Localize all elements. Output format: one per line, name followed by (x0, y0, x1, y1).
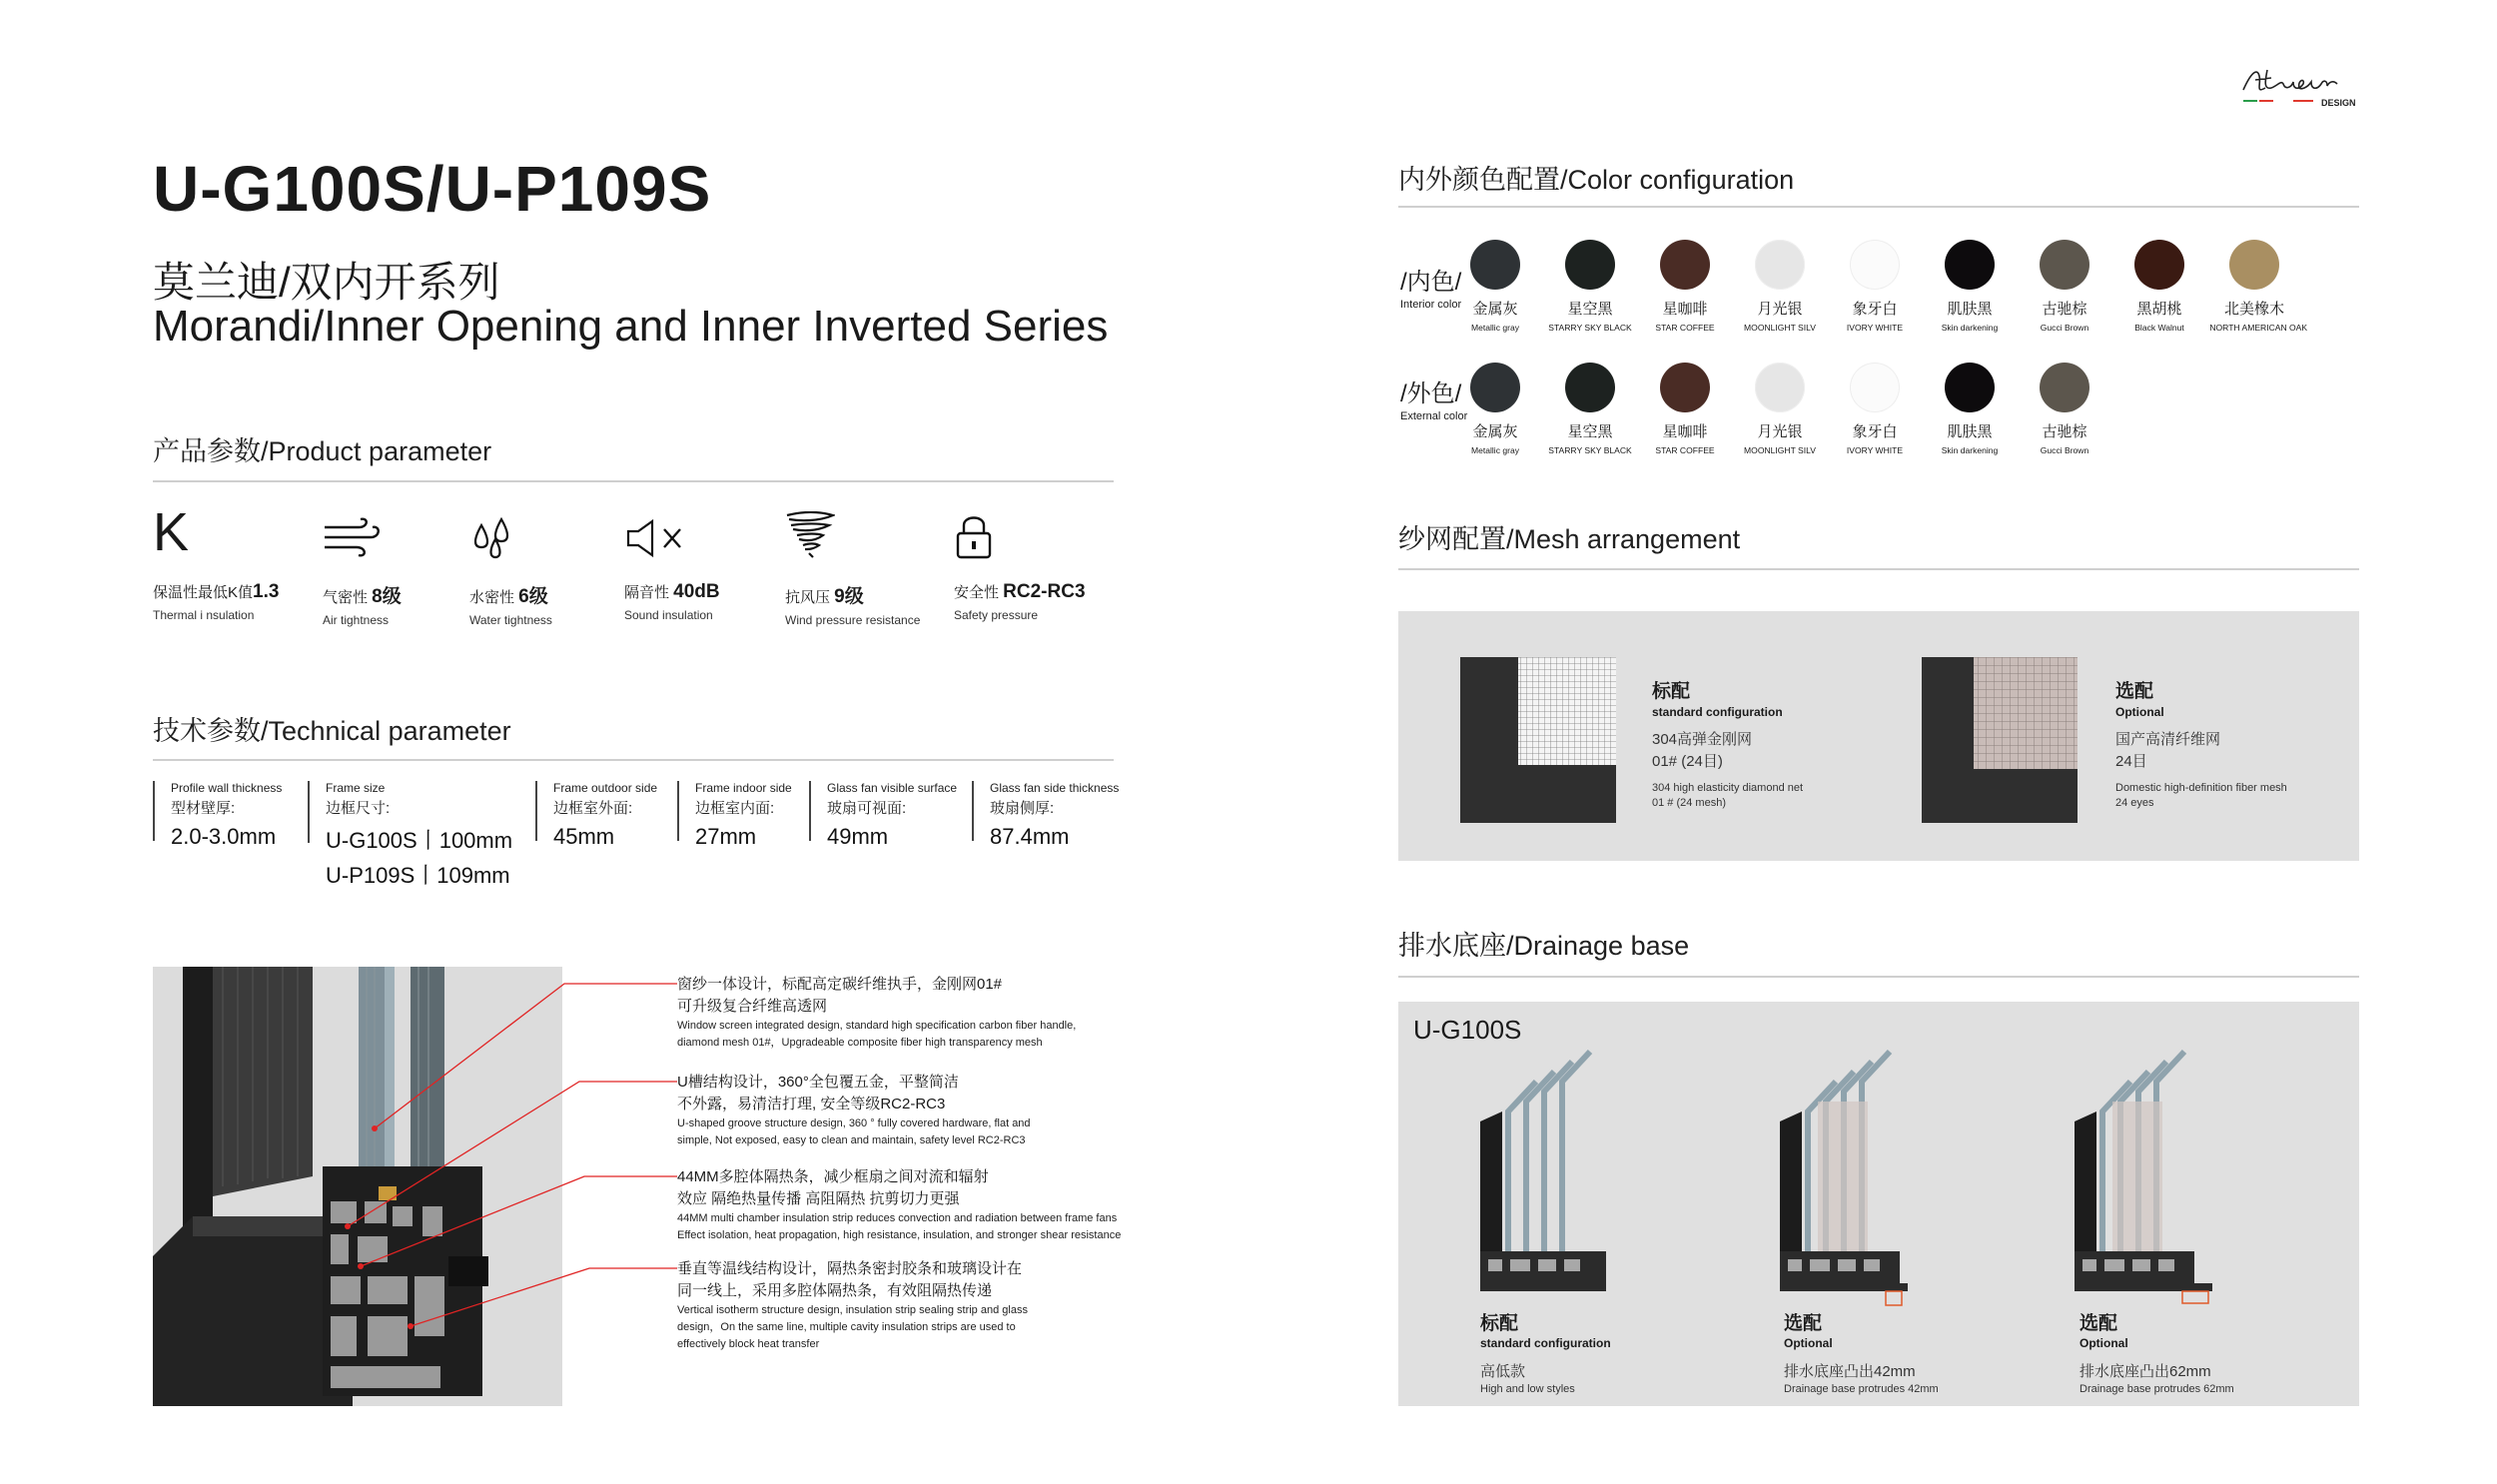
color-name-zh: 金属灰 (1472, 423, 1518, 440)
color-name-en: Metallic gray (1470, 323, 1519, 333)
color-name-en: STARRY SKY BLACK (1548, 445, 1632, 455)
tech-glass-thickness: Glass fan side thickness 玻扇侧厚: 87.4mm (972, 781, 1119, 841)
series-title-en: Morandi/Inner Opening and Inner Inverted Series (153, 302, 1109, 351)
interior-color-label: /内色/ Interior color (1400, 269, 1462, 311)
color-name-en: MOONLIGHT SILV (1744, 323, 1816, 333)
color-name-en: IVORY WHITE (1846, 323, 1904, 333)
color-dot (1470, 240, 1520, 290)
color-name-zh: 肌肤黑 (1947, 301, 1993, 318)
color-name-zh: 肌肤黑 (1947, 423, 1993, 440)
color-name-zh: 北美橡木 (2223, 301, 2284, 318)
exterior-color-label: /外色/ External color (1400, 380, 1468, 422)
drainage-profile-standard (1478, 1022, 1618, 1301)
color-name-zh: 星空黑 (1567, 423, 1613, 440)
color-name-en: Metallic gray (1470, 445, 1519, 455)
color-swatch (1638, 240, 1732, 333)
color-swatch (1828, 240, 1922, 333)
param-water: 水密性 6级 Water tightness (469, 504, 629, 627)
callout-u-groove: U槽结构设计，360°全包覆五金，平整简洁 不外露，易清洁打理, 安全等级RC2-RC3 U-shaped groove structure design, 360 ° fully covered hardware, flat and simple, Not exposed, easy to clean and maintain, safety level RC2-RC3 (677, 1074, 1031, 1146)
color-name-zh: 古驰棕 (2042, 301, 2087, 318)
color-name-zh: 象牙白 (1852, 301, 1898, 318)
color-name-zh: 月光银 (1757, 301, 1803, 318)
svg-text:DESIGN: DESIGN (2321, 98, 2356, 108)
color-name-zh: 星空黑 (1567, 301, 1613, 318)
color-name-zh: 月光银 (1757, 423, 1803, 440)
color-dot (1850, 240, 1900, 290)
color-name-zh: 金属灰 (1472, 301, 1518, 318)
optional-mesh-image (1922, 657, 2078, 823)
color-name-en: Skin darkening (1941, 323, 1999, 333)
callout-leader-lines (0, 0, 699, 1484)
color-dot (1755, 363, 1805, 412)
color-name-en: STAR COFFEE (1655, 445, 1715, 455)
color-name-en: Black Walnut (2134, 323, 2184, 333)
color-swatch (1543, 240, 1637, 333)
color-swatch (1828, 363, 1922, 455)
color-name-zh: 黑胡桃 (2136, 301, 2182, 318)
color-name-en: Gucci Brown (2040, 323, 2089, 333)
color-dot (1945, 240, 1995, 290)
color-name-zh: 象牙白 (1852, 423, 1898, 440)
callout-isotherm: 垂直等温线结构设计，隔热条密封胶条和玻璃设计在 同一线上，采用多腔体隔热条，有效阻隔热传递 Vertical isotherm structure design, insulation strip sealing strip and glass design，On the same line, multiple cavity insulation strips are used to effectively block heat transfer (677, 1260, 1028, 1350)
color-dot (2040, 363, 2089, 412)
drainage-profile-62mm (2073, 1022, 2232, 1311)
color-dot (2040, 240, 2089, 290)
tornado-icon (785, 511, 835, 559)
color-dot (1850, 363, 1900, 412)
standard-mesh-image (1460, 657, 1616, 823)
tech-frame-indoor: Frame indoor side 边框室内面: 27mm (677, 781, 792, 841)
product-parameter-title: 产品参数/Product parameter (153, 436, 492, 466)
mesh-arrangement-title: 纱网配置/Mesh arrangement (1398, 524, 1741, 554)
drainage-base-title: 排水底座/Drainage base (1398, 931, 1690, 961)
drainage-62mm-text: 选配 Optional 排水底座凸出62mm Drainage base protrudes 62mm (2080, 1313, 2234, 1395)
divider (1398, 976, 2359, 978)
tech-frame-size: Frame size 边框尺寸: U-G100S丨100mm U-P109S丨109mm (308, 781, 512, 843)
color-dot (1565, 363, 1615, 412)
color-swatch (1638, 363, 1732, 455)
color-name-zh: 星咖啡 (1662, 423, 1708, 440)
color-dot (1660, 240, 1710, 290)
param-sound: 隔音性 40dB Sound insulation (624, 504, 784, 622)
drainage-model-label: U-G100S (1413, 1015, 1522, 1045)
model-title: U-G100S/U-P109S (153, 153, 712, 225)
color-dot (1945, 363, 1995, 412)
param-wind-pressure: 抗风压 9级 Wind pressure resistance (785, 504, 945, 627)
drainage-panel (1398, 1002, 2359, 1406)
callout-insulation-strip: 44MM多腔体隔热条，减少框扇之间对流和辐射 效应 隔绝热量传播 高阻隔热 抗剪切力更强 44MM multi chamber insulation strip reduces convection and radiation between frame fans Effect isolation, heat propagation, high resistance, insulation, and stronger shear resistance (677, 1168, 1122, 1241)
color-name-en: NORTH AMERICAN OAK (2209, 323, 2308, 333)
color-dot (1470, 363, 1520, 412)
standard-mesh-text: 标配 standard configuration 304高弹金刚网 01# (24目) 304 high elasticity diamond net 01 # (24 mesh) (1652, 681, 1804, 809)
tech-frame-outdoor: Frame outdoor side 边框室外面: 45mm (535, 781, 657, 841)
color-dot (2229, 240, 2279, 290)
color-dot (2134, 240, 2184, 290)
color-swatch (1448, 240, 1542, 333)
color-name-en: MOONLIGHT SILV (1744, 445, 1816, 455)
drainage-42mm-text: 选配 Optional 排水底座凸出42mm Drainage base protrudes 42mm (1784, 1313, 1939, 1395)
lock-icon (954, 513, 994, 559)
color-swatch (2207, 240, 2308, 333)
color-swatch (2112, 240, 2206, 333)
color-swatch (2018, 363, 2111, 455)
color-name-en: Gucci Brown (2040, 445, 2089, 455)
color-dot (1755, 240, 1805, 290)
param-safety: 安全性 RC2-RC3 Safety pressure (954, 504, 1114, 622)
series-title-zh: 莫兰迪/双内开系列 (153, 259, 500, 306)
color-name-zh: 星咖啡 (1662, 301, 1708, 318)
color-swatch (1733, 240, 1827, 333)
color-swatch (2018, 240, 2111, 333)
k-letter-icon: K (153, 502, 190, 562)
color-dot (1660, 363, 1710, 412)
color-name-en: IVORY WHITE (1846, 445, 1904, 455)
color-name-en: Skin darkening (1941, 445, 1999, 455)
color-configuration-title: 内外颜色配置/Color configuration (1398, 165, 1795, 195)
italian-design-logo (2237, 62, 2362, 112)
mesh-panel (1398, 611, 2359, 861)
color-dot (1565, 240, 1615, 290)
param-thermal: K 保温性最低K值1.3 Thermal i nsulation (153, 502, 280, 622)
color-swatch (1923, 363, 2017, 455)
optional-mesh-text: 选配 Optional 国产高清纤维网 24目 Domestic high-definition fiber mesh 24 eyes (2115, 681, 2287, 809)
divider (1398, 206, 2359, 208)
tech-glass-visible: Glass fan visible surface 玻扇可视面: 49mm (809, 781, 957, 841)
color-swatch (1733, 363, 1827, 455)
tech-wall-thickness: Profile wall thickness 型材壁厚: 2.0-3.0mm (153, 781, 282, 841)
technical-parameter-title: 技术参数/Technical parameter (153, 716, 511, 746)
color-name-zh: 古驰棕 (2042, 423, 2087, 440)
drainage-profile-42mm (1778, 1022, 1928, 1311)
drainage-standard-text: 标配 standard configuration 高低款 High and low styles (1480, 1313, 1611, 1395)
callout-window-screen: 窗纱一体设计，标配高定碳纤维执手，金刚网01# 可升级复合纤维高透网 Window screen integrated design, standard high specification carbon fiber handle, diamond mesh 01#，Upgradeable composite fiber high transparency mesh (677, 976, 1077, 1049)
color-name-en: STARRY SKY BLACK (1548, 323, 1632, 333)
divider (1398, 568, 2359, 570)
param-air: 气密性 8级 Air tightness (323, 504, 482, 627)
color-name-en: STAR COFFEE (1655, 323, 1715, 333)
color-swatch (1448, 363, 1542, 455)
color-swatch (1923, 240, 2017, 333)
color-swatch (1543, 363, 1637, 455)
